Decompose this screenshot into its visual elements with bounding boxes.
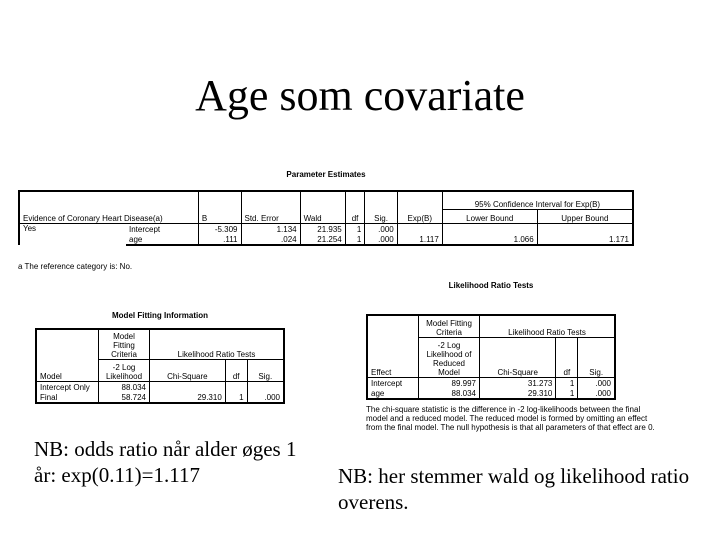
lr-header-ll: -2 Log Likelihood of Reduced Model [419, 337, 480, 377]
mf-row-model: Intercept Only [36, 381, 99, 392]
lr-header-lrt: Likelihood Ratio Tests [480, 315, 616, 337]
pe-term: Intercept [126, 223, 198, 234]
model-fitting-caption: Model Fitting Information [112, 311, 208, 320]
lr-cell-ll: 89.997 [419, 377, 480, 388]
pe-cell-upper: 1.171 [537, 234, 633, 245]
mf-header-criteria: Model Fitting Criteria [99, 329, 150, 359]
pe-header-group: Evidence of Coronary Heart Disease(a) [19, 191, 198, 223]
mf-cell-chisq: 29.310 [150, 392, 226, 403]
pe-cell-wald: 21.935 [300, 223, 345, 234]
lr-cell-df: 1 [556, 388, 578, 399]
mf-cell-ll: 58.724 [99, 392, 150, 403]
lr-row-effect: Intercept [367, 377, 419, 388]
pe-cell-lower: 1.066 [442, 234, 537, 245]
lr-header-sig: Sig. [578, 337, 615, 377]
likelihood-ratio-table [366, 314, 616, 400]
pe-cell-expb: 1.117 [397, 234, 442, 245]
lr-cell-ll: 88.034 [419, 388, 480, 399]
lr-cell-sig: .000 [578, 388, 615, 399]
mf-header-ll: -2 Log Likelihood [99, 359, 150, 381]
lr-row-effect: age [367, 388, 419, 399]
mf-header-lrt: Likelihood Ratio Tests [150, 329, 285, 359]
parameter-estimates-table [18, 190, 634, 246]
mf-row-model: Final [36, 392, 99, 403]
pe-header-sig: Sig. [365, 191, 397, 223]
mf-cell-ll: 88.034 [99, 381, 150, 392]
pe-header-wald: Wald [300, 191, 345, 223]
note-left: NB: odds ratio når alder øges 1 år: exp(0.11)=1.117 [34, 437, 297, 487]
pe-cell-se: .024 [241, 234, 300, 245]
mf-cell-sig: .000 [247, 392, 284, 403]
model-fitting-table [35, 328, 285, 404]
mf-cell-df [225, 381, 247, 392]
pe-cell-df: 1 [345, 223, 365, 234]
pe-header-expb: Exp(B) [397, 191, 442, 223]
parameter-estimates-caption: Parameter Estimates [286, 170, 366, 179]
mf-cell-chisq [150, 381, 226, 392]
pe-group-yes: Yes [19, 223, 126, 245]
pe-cell-sig: .000 [365, 223, 397, 234]
pe-header-ci: 95% Confidence Interval for Exp(B) [442, 191, 633, 209]
lr-header-df: df [556, 337, 578, 377]
pe-header-se: Std. Error [241, 191, 300, 223]
lr-header-effect: Effect [367, 315, 419, 377]
mf-header-model: Model [36, 329, 99, 381]
pe-cell-sig: .000 [365, 234, 397, 245]
lr-cell-chisq: 31.273 [480, 377, 556, 388]
pe-cell-wald: 21.254 [300, 234, 345, 245]
mf-cell-sig [247, 381, 284, 392]
pe-header-df: df [345, 191, 365, 223]
pe-cell-upper [537, 223, 633, 234]
likelihood-ratio-caption: Likelihood Ratio Tests [448, 281, 534, 290]
note-right: NB: her stemmer wald og likelihood ratio overens. [338, 464, 690, 514]
lr-cell-df: 1 [556, 377, 578, 388]
pe-footnote: a The reference category is: No. [18, 262, 133, 271]
mf-header-df: df [225, 359, 247, 381]
slide-title: Age som covariate [195, 71, 525, 120]
pe-header-lower: Lower Bound [442, 209, 537, 223]
pe-cell-lower [442, 223, 537, 234]
lr-header-criteria: Model Fitting Criteria [419, 315, 480, 337]
pe-cell-b: .111 [198, 234, 241, 245]
mf-cell-df: 1 [225, 392, 247, 403]
pe-cell-b: -5.309 [198, 223, 241, 234]
pe-header-upper: Upper Bound [537, 209, 633, 223]
lr-cell-chisq: 29.310 [480, 388, 556, 399]
pe-cell-expb [397, 223, 442, 234]
mf-header-chisq: Chi-Square [150, 359, 226, 381]
pe-header-b: B [198, 191, 241, 223]
lr-footnote: The chi-square statistic is the difference in -2 log-likelihoods between the final model and a reduced model. The reduced model is formed by omitting an effect from the final model. The null hypothesis is that all parameters of that effect are 0. [366, 405, 655, 432]
pe-term: age [126, 234, 198, 245]
pe-cell-se: 1.134 [241, 223, 300, 234]
pe-cell-df: 1 [345, 234, 365, 245]
lr-header-chisq: Chi-Square [480, 337, 556, 377]
lr-cell-sig: .000 [578, 377, 615, 388]
mf-header-sig: Sig. [247, 359, 284, 381]
